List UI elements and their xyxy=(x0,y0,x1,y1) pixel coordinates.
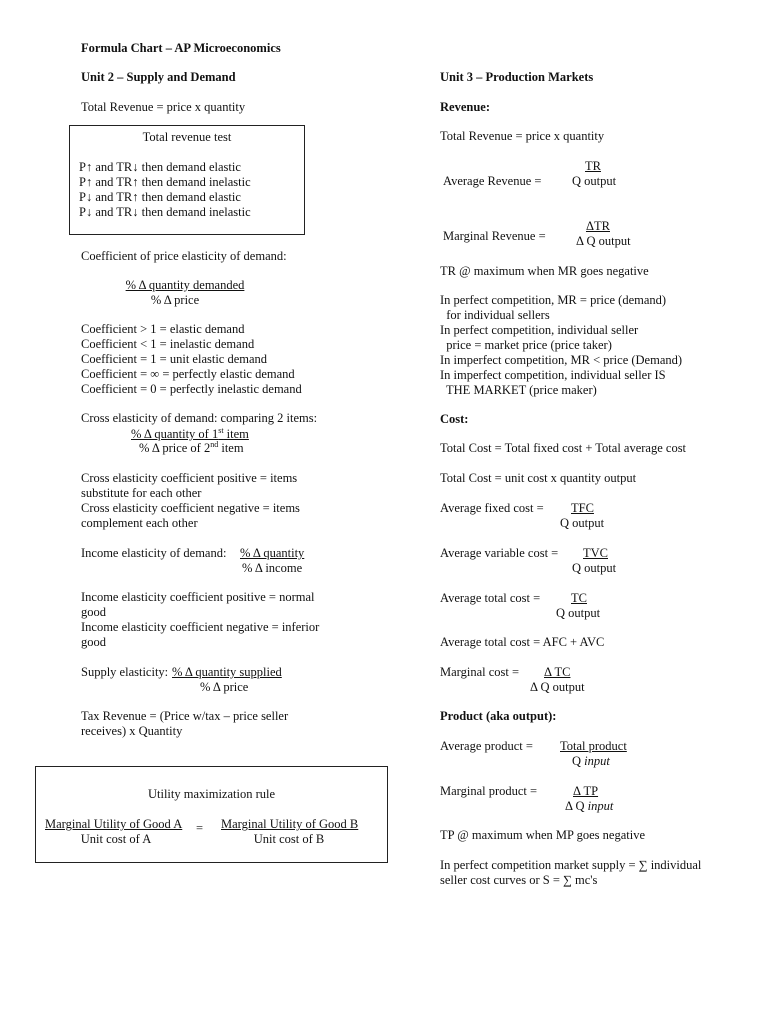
income-negative: Income elasticity coefficient negative = inferior xyxy=(81,620,320,634)
marginal-product-numerator: Δ TP xyxy=(573,784,599,798)
cross-positive: Cross elasticity coefficient positive = items xyxy=(81,471,298,485)
utility-equals: = xyxy=(196,821,204,835)
average-revenue-label: Average Revenue = xyxy=(443,174,542,188)
market-supply: In perfect competition market supply = ∑ individual xyxy=(440,858,702,872)
income-denominator: % Δ income xyxy=(242,561,303,575)
tr-test-row: P↓ and TR↓ then demand inelastic xyxy=(79,205,251,219)
unit2-total-revenue: Total Revenue = price x quantity xyxy=(81,100,246,114)
marginal-product-denominator: Δ Q input xyxy=(565,799,614,813)
average-revenue-denominator: Q output xyxy=(572,174,617,188)
afc-label: Average fixed cost = xyxy=(440,501,544,515)
competition-line: for individual sellers xyxy=(440,308,550,322)
atc-label: Average total cost = xyxy=(440,591,541,605)
tr-test-row: P↑ and TR↓ then demand elastic xyxy=(79,160,241,174)
ped-numerator: % Δ quantity demanded xyxy=(125,278,245,292)
average-product-label: Average product = xyxy=(440,739,533,753)
ped-label: Coefficient of price elasticity of demand: xyxy=(81,249,287,263)
coefficient-line: Coefficient = ∞ = perfectly elastic demand xyxy=(81,367,295,381)
cost-heading: Cost: xyxy=(440,412,469,426)
total-cost-formula: Total Cost = Total fixed cost + Total average cost xyxy=(440,441,687,455)
cross-positive: substitute for each other xyxy=(81,486,202,500)
marginal-revenue-numerator: ΔTR xyxy=(585,219,610,233)
income-negative: good xyxy=(81,635,106,649)
utility-b-numerator: Marginal Utility of Good B xyxy=(221,817,359,831)
competition-line: THE MARKET (price maker) xyxy=(440,383,597,397)
page-title: Formula Chart – AP Microeconomics xyxy=(81,41,281,55)
afc-denominator: Q output xyxy=(560,516,605,530)
utility-a-denominator: Unit cost of A xyxy=(80,832,152,846)
competition-line: price = market price (price taker) xyxy=(440,338,612,352)
competition-line: In imperfect competition, individual seller IS xyxy=(440,368,666,382)
unit3-total-revenue: Total Revenue = price x quantity xyxy=(440,129,605,143)
tr-test-row: P↓ and TR↑ then demand elastic xyxy=(79,190,241,204)
market-supply: seller cost curves or S = ∑ mc's xyxy=(440,873,598,887)
unit3-heading: Unit 3 – Production Markets xyxy=(440,70,594,84)
cross-label: Cross elasticity of demand: comparing 2 items: xyxy=(81,411,318,425)
marginal-cost-label: Marginal cost = xyxy=(440,665,520,679)
avc-numerator: TVC xyxy=(583,546,608,560)
afc-numerator: TFC xyxy=(571,501,594,515)
marginal-revenue-label: Marginal Revenue = xyxy=(443,229,546,243)
cross-numerator: % Δ quantity of 1st item xyxy=(131,425,249,441)
income-label: Income elasticity of demand: xyxy=(81,546,227,560)
tr-test-title: Total revenue test xyxy=(142,130,232,144)
supply-elasticity-label: Supply elasticity: xyxy=(81,665,169,679)
atc-denominator: Q output xyxy=(556,606,601,620)
competition-line: In imperfect competition, MR < price (Demand) xyxy=(440,353,683,367)
tr-test-row: P↑ and TR↑ then demand inelastic xyxy=(79,175,251,189)
marginal-cost-numerator: Δ TC xyxy=(544,665,571,679)
marginal-revenue-denominator: Δ Q output xyxy=(576,234,631,248)
revenue-heading: Revenue: xyxy=(440,100,490,114)
cross-denominator: % Δ price of 2nd item xyxy=(139,439,244,455)
marginal-cost-denominator: Δ Q output xyxy=(530,680,585,694)
total-cost-formula: Total Cost = unit cost x quantity output xyxy=(440,471,637,485)
unit2-heading: Unit 2 – Supply and Demand xyxy=(81,70,236,84)
average-product-denominator: Q input xyxy=(572,754,610,768)
cross-negative: complement each other xyxy=(81,516,198,530)
income-positive: Income elasticity coefficient positive = normal xyxy=(81,590,315,604)
utility-b-denominator: Unit cost of B xyxy=(253,832,325,846)
atc-sum: Average total cost = AFC + AVC xyxy=(440,635,605,649)
ped-denominator: % Δ price xyxy=(150,293,200,307)
coefficient-line: Coefficient = 0 = perfectly inelastic demand xyxy=(81,382,302,396)
average-revenue-numerator: TR xyxy=(585,159,601,173)
supply-elasticity-denominator: % Δ price xyxy=(200,680,249,694)
coefficient-line: Coefficient = 1 = unit elastic demand xyxy=(81,352,268,366)
utility-box xyxy=(35,766,388,863)
tp-maximum: TP @ maximum when MP goes negative xyxy=(440,828,646,842)
coefficient-line: Coefficient < 1 = inelastic demand xyxy=(81,337,255,351)
supply-elasticity-numerator: % Δ quantity supplied xyxy=(172,665,282,679)
tax-revenue: receives) x Quantity xyxy=(81,724,183,738)
marginal-product-label: Marginal product = xyxy=(440,784,538,798)
atc-numerator: TC xyxy=(571,591,587,605)
competition-line: In perfect competition, MR = price (demand) xyxy=(440,293,667,307)
competition-line: In perfect competition, individual seller xyxy=(440,323,639,337)
income-numerator: % Δ quantity xyxy=(240,546,305,560)
income-positive: good xyxy=(81,605,106,619)
average-product-numerator: Total product xyxy=(560,739,627,753)
coefficient-line: Coefficient > 1 = elastic demand xyxy=(81,322,245,336)
avc-label: Average variable cost = xyxy=(440,546,559,560)
utility-a-numerator: Marginal Utility of Good A xyxy=(45,817,183,831)
product-heading: Product (aka output): xyxy=(440,709,557,723)
tr-maximum: TR @ maximum when MR goes negative xyxy=(440,264,649,278)
utility-title: Utility maximization rule xyxy=(147,787,276,801)
avc-denominator: Q output xyxy=(572,561,617,575)
tax-revenue: Tax Revenue = (Price w/tax – price seller xyxy=(81,709,289,723)
cross-negative: Cross elasticity coefficient negative = items xyxy=(81,501,300,515)
